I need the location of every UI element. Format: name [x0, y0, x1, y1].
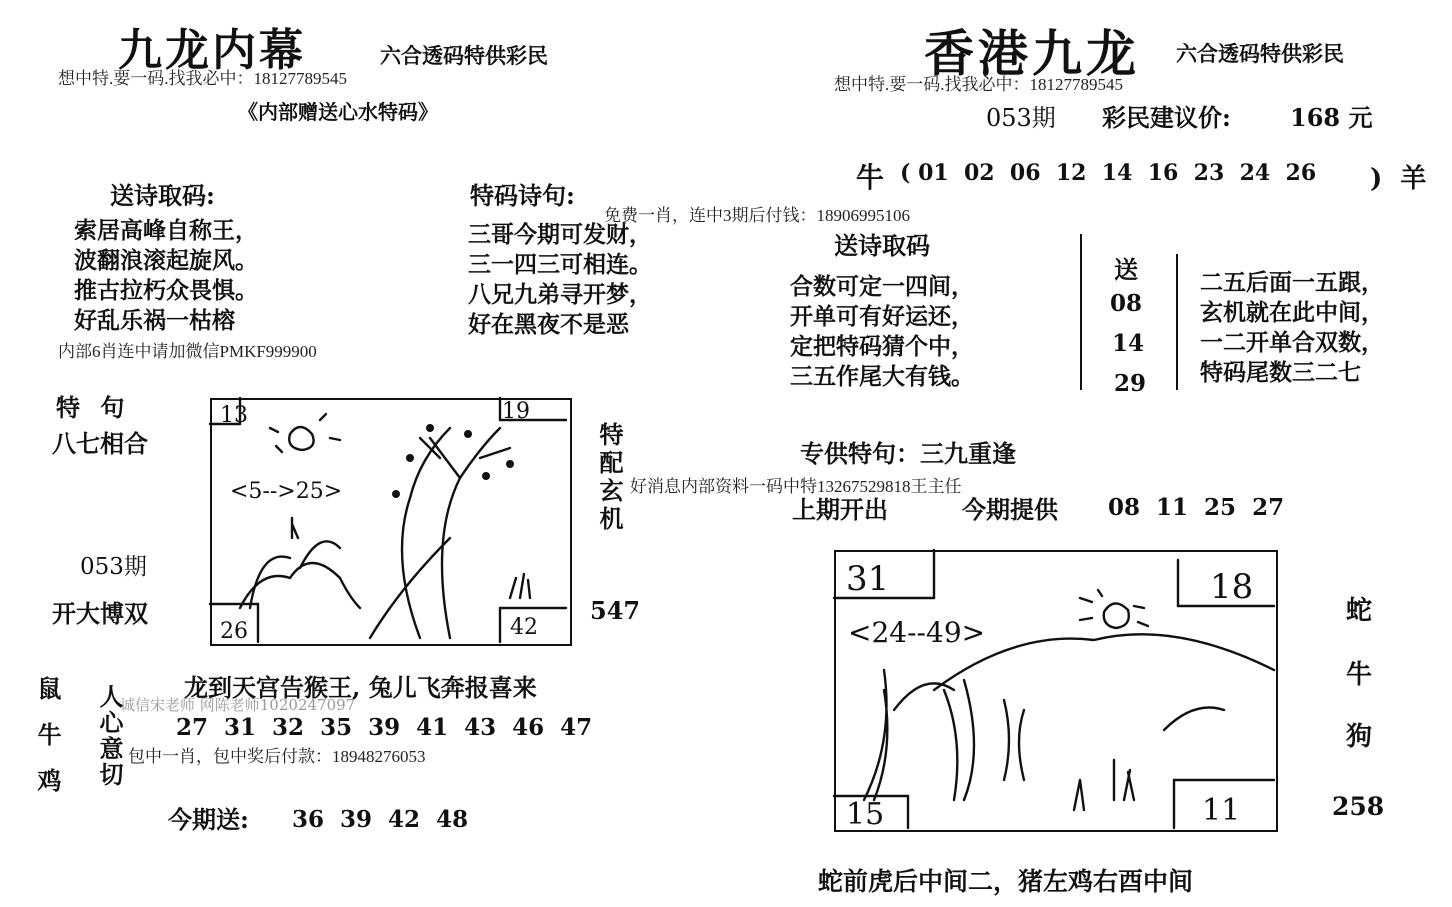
right-poem2-line: 特码尾数三二七	[1200, 359, 1361, 386]
svg-text:18: 18	[1210, 567, 1254, 607]
right-title: 香港九龙	[924, 24, 1140, 83]
left-poem	[74, 216, 258, 336]
left-period: 053期	[80, 554, 147, 580]
left-today-label: 今期送:	[168, 805, 249, 834]
right-free-line: 免费一肖，连中3期后付钱：18906995106	[604, 206, 910, 225]
svg-text:15: 15	[846, 797, 885, 832]
left-special-line: 八兄九弟寻开梦，	[468, 281, 652, 308]
left-wechat-line: 内部6肖连中请加微信PMKF999900	[58, 342, 317, 361]
left-poem-line: 好乱乐祸一枯榕	[74, 307, 235, 334]
right-divider-right	[1176, 254, 1178, 390]
svg-text:13: 13	[220, 403, 248, 428]
right-poem	[790, 272, 974, 392]
right-divider-left	[1080, 234, 1082, 390]
left-subtitle: 六合透码特供彩民	[380, 43, 548, 68]
right-good-news: 好消息内部资料一码中特13267529818王主任	[630, 477, 962, 496]
left-today-numbers: 36 39 42 48	[292, 806, 469, 833]
svg-text:19: 19	[502, 399, 530, 424]
right-side-zodiac: 牛	[1346, 660, 1373, 690]
right-poem-label: 送诗取码	[834, 231, 930, 260]
svg-text:31: 31	[846, 559, 890, 599]
left-special-line: 三一四三可相连。	[468, 251, 652, 278]
svg-text:42: 42	[510, 615, 538, 640]
svg-text:<5-->25>: <5-->25>	[230, 479, 343, 504]
right-side-zodiac: 狗	[1346, 722, 1373, 752]
right-provide-numbers: 08 11 25 27	[1108, 494, 1285, 521]
right-poem-line: 定把特码猜个中，	[790, 333, 974, 360]
right-song-num: 14	[1112, 330, 1145, 357]
right-poem-2	[1200, 268, 1384, 388]
left-tejv-text: 八七相合	[52, 429, 148, 458]
left-special-label: 特码诗句:	[470, 181, 575, 210]
left-tejv-label: 特 句	[56, 393, 131, 422]
right-picture-drawing	[834, 550, 1276, 830]
right-subtitle: 六合透码特供彩民	[1176, 41, 1344, 66]
svg-text:<24--49>: <24--49>	[848, 616, 986, 649]
right-bottom-phrase: 蛇前虎后中间二，猪左鸡右酉中间	[818, 867, 1194, 896]
right-price: 168 元	[1290, 103, 1373, 132]
left-faint-text: 诚信宋老师 网陈老师1020247097	[120, 696, 356, 714]
left-gift-line: 《内部赠送心水特码》	[238, 100, 438, 124]
left-phrase: 龙到天宫告猴王, 兔儿飞奔报喜来	[184, 673, 537, 702]
left-special-line: 三哥今期可发财，	[468, 221, 652, 248]
right-period: 053期	[986, 104, 1056, 132]
right-side-zodiac: 蛇	[1346, 596, 1373, 626]
right-niu: 牛	[856, 161, 885, 194]
svg-text:26: 26	[220, 619, 248, 644]
svg-text:11: 11	[1202, 793, 1241, 828]
right-last-period: 上期开出	[792, 495, 888, 524]
right-poem2-line: 玄机就在此中间，	[1200, 299, 1384, 326]
left-special-poem	[468, 220, 652, 340]
left-title: 九龙内幕	[118, 25, 306, 76]
right-poem2-line: 二五后面一五跟，	[1200, 269, 1384, 296]
left-zodiac-column: 鼠牛鸡	[33, 676, 62, 814]
right-niu-numbers: ( 01 02 06 12 14 16 23 24 26	[900, 160, 1317, 186]
right-song-num: 29	[1114, 370, 1147, 397]
right-poem-line: 三五作尾大有钱。	[790, 363, 974, 390]
right-poem-line: 合数可定一四间，	[790, 273, 974, 300]
right-song-num: 08	[1110, 290, 1143, 317]
left-side-num: 547	[590, 596, 641, 625]
left-baozhong-line: 包中一肖，包中奖后付款：18948276053	[128, 747, 426, 766]
right-side-num: 258	[1332, 792, 1385, 821]
left-kaida: 开大博双	[52, 599, 148, 628]
left-side-text: 特配玄机	[595, 422, 624, 534]
left-special-line: 好在黑夜不是恶	[468, 311, 629, 338]
right-contact-line: 想中特.要一码.找我必中：18127789545	[834, 75, 1123, 94]
left-poem-line: 推古拉朽众畏惧。	[74, 277, 258, 304]
left-poem-label: 送诗取码:	[110, 181, 215, 210]
right-price-label: 彩民建议价:	[1102, 103, 1231, 132]
right-poem-line: 开单可有好运还，	[790, 303, 974, 330]
left-picture-drawing	[210, 398, 570, 644]
left-poem-line: 索居高峰自称王，	[74, 217, 258, 244]
left-contact-line: 想中特.要一码.找我必中：18127789545	[58, 69, 347, 88]
right-poem2-line: 一二开单合双数，	[1200, 329, 1384, 356]
left-renxin: 人心意切	[95, 684, 124, 788]
left-poem-line: 波翻浪滚起旋风。	[74, 247, 258, 274]
right-zhuangong: 专供特句：三九重逢	[800, 439, 1016, 468]
left-numbers: 27 31 32 35 39 41 43 46 47	[176, 714, 593, 741]
right-yang: ) 羊	[1370, 164, 1427, 194]
right-song: 送	[1114, 255, 1138, 284]
right-this-period: 今期提供	[962, 495, 1058, 524]
